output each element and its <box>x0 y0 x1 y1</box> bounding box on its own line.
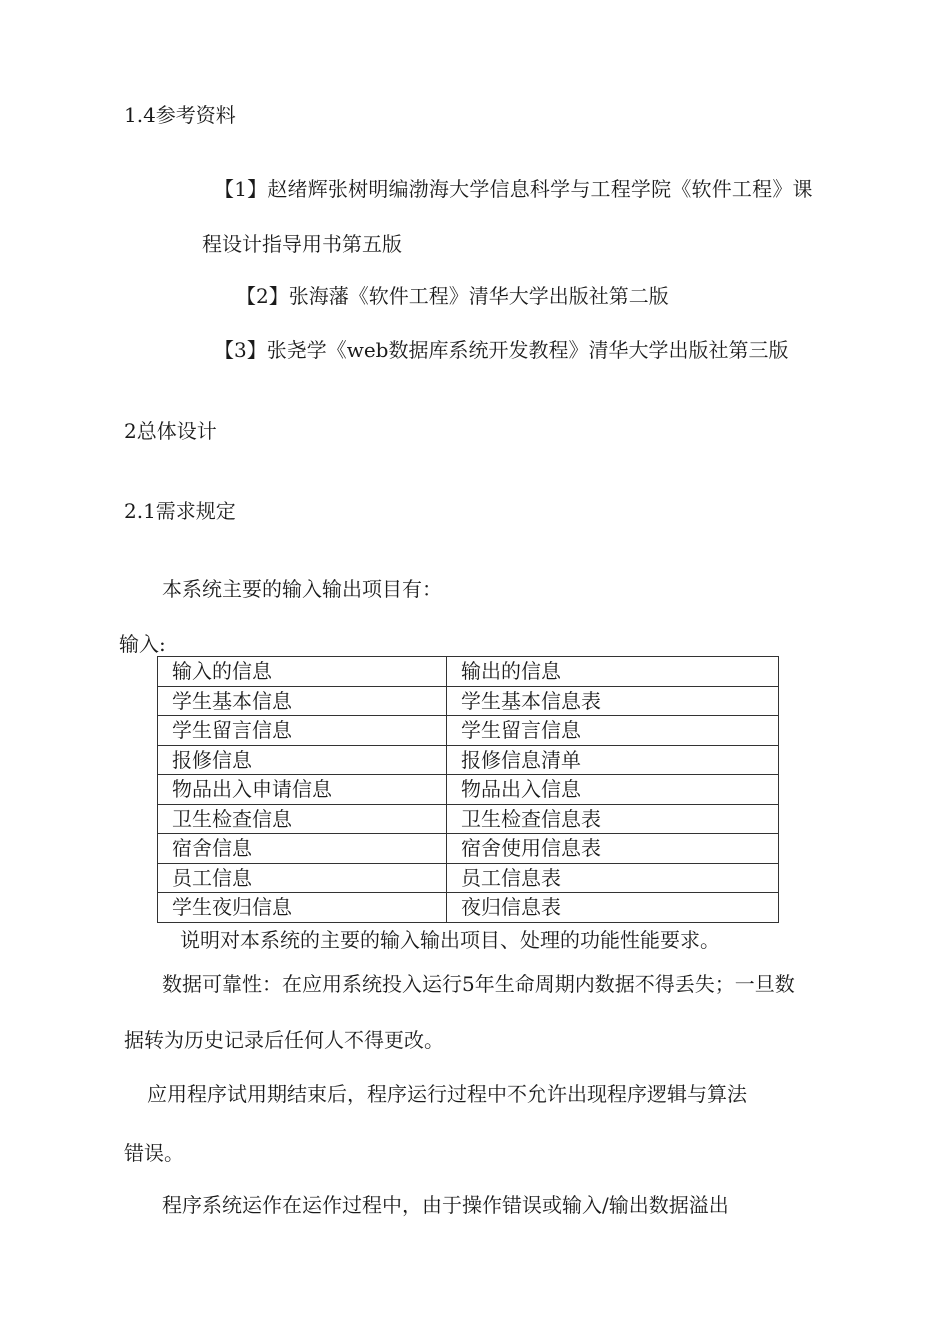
table-row <box>158 657 779 687</box>
reliability-line-2: 据转为历史记录后任何人不得更改。 <box>124 1028 444 1052</box>
table-cell: 学生基本信息 <box>158 686 447 716</box>
table-cell: 宿舍信息 <box>158 834 447 864</box>
reference-2: 【2】张海藩《软件工程》清华大学出版社第二版 <box>236 284 669 308</box>
table-cell: 员工信息 <box>158 863 447 893</box>
section-heading-2: 2总体设计 <box>124 419 217 443</box>
table-row <box>158 893 779 923</box>
table-caption: 说明对本系统的主要的输入输出项目、处理的功能性能要求。 <box>180 928 720 952</box>
table-cell: 宿舍使用信息表 <box>447 834 779 864</box>
table-cell: 物品出入信息 <box>447 775 779 805</box>
input-label: 输入: <box>119 632 166 656</box>
intro-paragraph: 本系统主要的输入输出项目有： <box>162 577 442 601</box>
table-cell: 物品出入申请信息 <box>158 775 447 805</box>
table-row <box>158 863 779 893</box>
reference-1-line-1: 【1】赵绪辉张树明编渤海大学信息科学与工程学院《软件工程》课 <box>214 177 813 201</box>
io-table <box>157 656 779 923</box>
table-cell: 员工信息表 <box>447 863 779 893</box>
table-cell: 输出的信息 <box>447 657 779 687</box>
table-cell: 报修信息清单 <box>447 745 779 775</box>
table-row <box>158 716 779 746</box>
table-cell: 卫生检查信息表 <box>447 804 779 834</box>
table-cell: 报修信息 <box>158 745 447 775</box>
table-row <box>158 686 779 716</box>
overflow-paragraph: 程序系统运作在运作过程中，由于操作错误或输入/输出数据溢出 <box>162 1193 729 1217</box>
table-row <box>158 745 779 775</box>
table-cell: 卫生检查信息 <box>158 804 447 834</box>
table-cell: 夜归信息表 <box>447 893 779 923</box>
section-heading-2-1: 2.1需求规定 <box>124 499 236 523</box>
table-row <box>158 834 779 864</box>
table-cell: 输入的信息 <box>158 657 447 687</box>
table-cell: 学生基本信息表 <box>447 686 779 716</box>
table-row <box>158 775 779 805</box>
table-cell: 学生留言信息 <box>158 716 447 746</box>
section-heading-1-4: 1.4参考资料 <box>124 103 236 127</box>
table-cell: 学生留言信息 <box>447 716 779 746</box>
reference-1-line-2: 程设计指导用书第五版 <box>202 232 402 256</box>
reliability-line-1: 数据可靠性：在应用系统投入运行5年生命周期内数据不得丢失；一旦数 <box>162 972 795 996</box>
reference-3: 【3】张尧学《web数据库系统开发教程》清华大学出版社第三版 <box>214 338 789 362</box>
table-row <box>158 804 779 834</box>
trial-line-2: 错误。 <box>124 1141 184 1165</box>
table-cell: 学生夜归信息 <box>158 893 447 923</box>
trial-line-1: 应用程序试用期结束后，程序运行过程中不允许出现程序逻辑与算法 <box>147 1082 747 1106</box>
